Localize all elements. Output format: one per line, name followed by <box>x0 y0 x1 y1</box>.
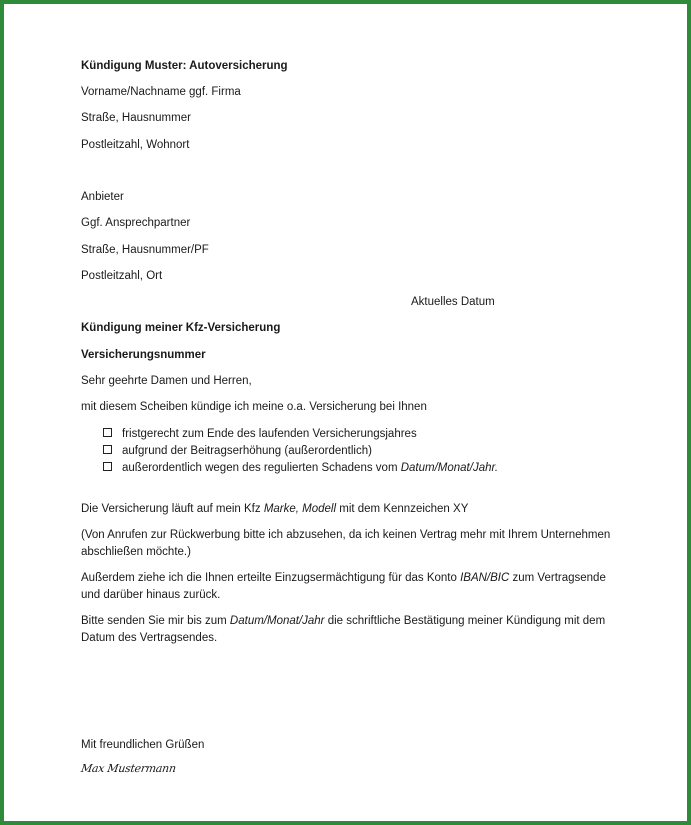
sender-city: Postleitzahl, Wohnort <box>81 139 190 151</box>
vehicle-text: Die Versicherung läuft auf mein Kfz <box>81 503 264 515</box>
debit-text-end: zum Vertragsende und darüber hinaus zurück. <box>81 572 606 601</box>
sender-street: Straße, Hausnummer <box>81 112 191 124</box>
checkbox-icon[interactable] <box>103 462 112 471</box>
letter-subject: Kündigung meiner Kfz-Versicherung <box>81 322 281 334</box>
option-label: fristgerecht zum Ende des laufenden Versicherungsjahres <box>122 428 417 440</box>
intro-text: mit diesem Scheiben kündige ich meine o.a. Versicherung bei Ihnen <box>81 401 427 413</box>
letter-date: Aktuelles Datum <box>411 296 495 308</box>
recipient-provider: Anbieter <box>81 191 124 203</box>
no-calls-paragraph: (Von Anrufen zur Rückwerbung bitte ich abzusehen, da ich keinen Vertrag mehr mit Ihrem Unternehmen abschließen möchte.) <box>81 529 611 558</box>
checkbox-icon[interactable] <box>103 445 112 454</box>
cancellation-options <box>103 426 498 477</box>
option-item <box>103 443 498 460</box>
vehicle-text-end: mit dem Kennzeichen XY <box>336 503 469 515</box>
signature: Max Mustermann <box>80 762 177 775</box>
vehicle-placeholder: Marke, Modell <box>263 503 337 515</box>
recipient-street: Straße, Hausnummer/PF <box>81 244 209 256</box>
salutation: Sehr geehrte Damen und Herren, <box>81 375 252 387</box>
confirmation-text: Bitte senden Sie mir bis zum <box>81 615 230 627</box>
option-label: außerordentlich wegen des regulierten Schadens vom <box>122 462 401 474</box>
checkbox-icon[interactable] <box>103 428 112 437</box>
debit-paragraph <box>81 570 621 604</box>
confirmation-placeholder: Datum/Monat/Jahr <box>229 615 325 627</box>
debit-placeholder: IBAN/BIC <box>460 572 510 584</box>
recipient-contact: Ggf. Ansprechpartner <box>81 217 191 229</box>
confirmation-paragraph <box>81 613 621 647</box>
letter-heading: Kündigung Muster: Autoversicherung <box>81 60 288 72</box>
confirmation-text-end: die schriftliche Bestätigung meiner Kündigung mit dem Datum des Vertragsendes. <box>81 615 606 644</box>
option-label: aufgrund der Beitragserhöhung (außerordentlich) <box>122 445 372 457</box>
closing: Mit freundlichen Grüßen <box>81 739 205 751</box>
recipient-city: Postleitzahl, Ort <box>81 270 163 282</box>
sender-name: Vorname/Nachname ggf. Firma <box>81 86 241 98</box>
option-item <box>103 460 498 477</box>
option-label-italic: Datum/Monat/Jahr. <box>400 462 499 474</box>
vehicle-paragraph <box>81 501 621 518</box>
debit-text: Außerdem ziehe ich die Ihnen erteilte Einzugsermächtigung für das Konto <box>81 572 461 584</box>
option-item <box>103 426 498 443</box>
policy-number: Versicherungsnummer <box>81 349 206 361</box>
